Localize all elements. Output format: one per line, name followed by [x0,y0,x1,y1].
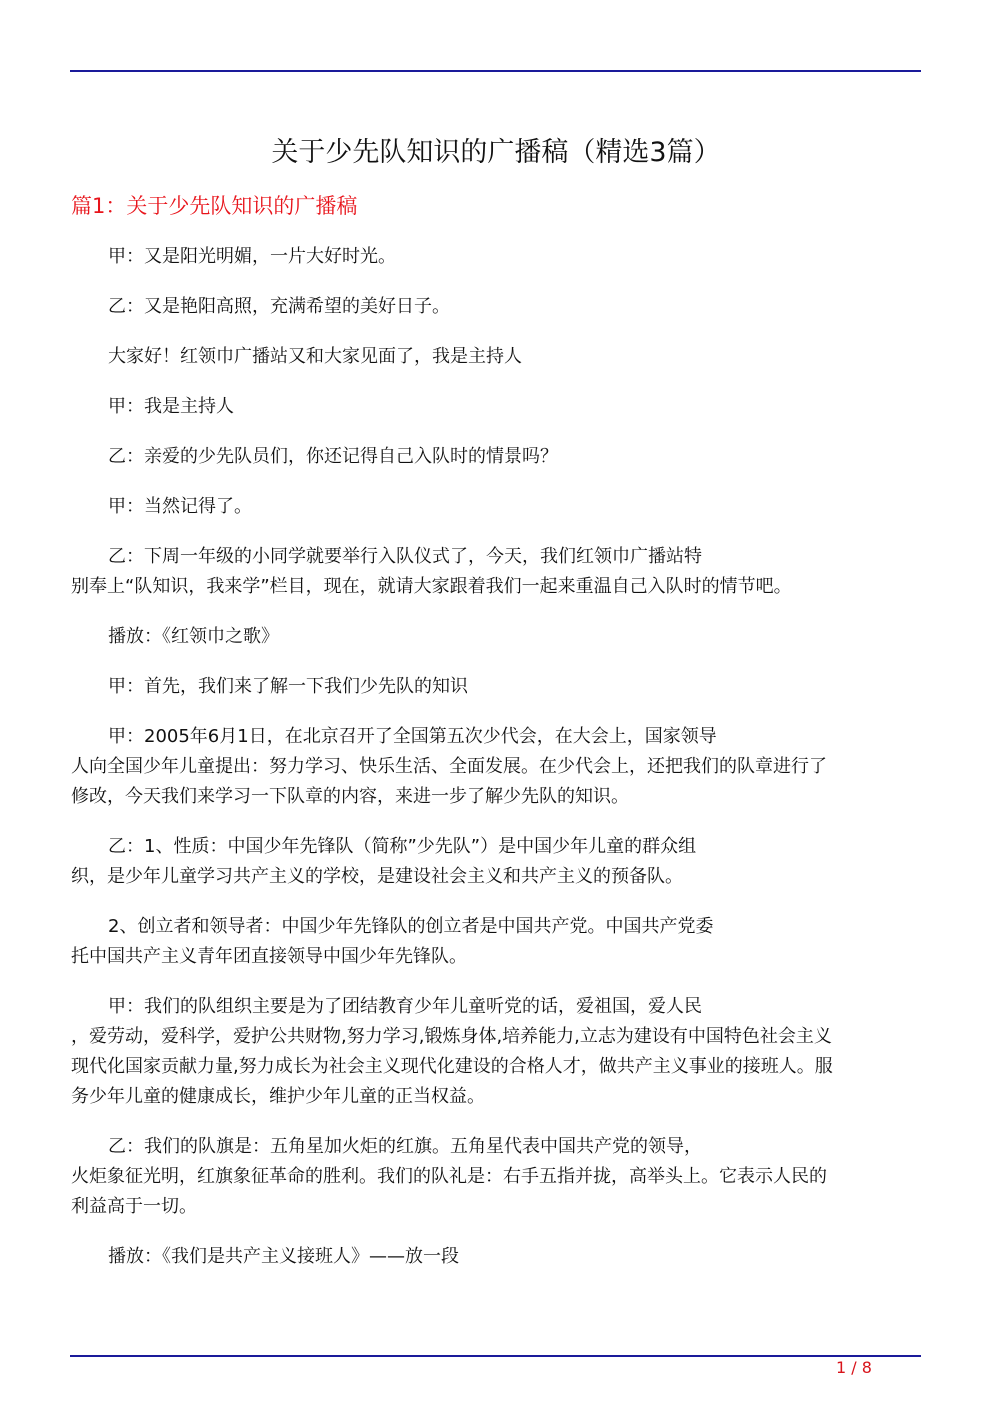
text-line: 务少年儿童的健康成长，维护少年儿童的正当权益。 [71,1086,485,1107]
text-line: 乙：又是艳阳高照，充满希望的美好日子。 [108,296,450,317]
text-line: 大家好！红领巾广播站又和大家见面了，我是主持人 [108,346,522,367]
text-line: 乙：下周一年级的小同学就要举行入队仪式了，今天，我们红领巾广播站特 [108,546,702,567]
text-line: 甲：2005年6月1日，在北京召开了全国第五次少代会，在大会上，国家领导 [108,726,717,747]
paragraph [71,292,921,322]
text-line: ，爱劳动，爱科学，爱护公共财物,努力学习,锻炼身体,培养能力,立志为建设有中国特色社会主义 [71,1026,832,1047]
paragraph [71,392,921,422]
paragraph [71,342,921,372]
paragraph [71,912,921,972]
text-line: 人向全国少年儿童提出：努力学习、快乐生活、全面发展。在少代会上，还把我们的队章进行了 [71,756,827,777]
paragraph [71,442,921,472]
text-line: 火炬象征光明，红旗象征革命的胜利。我们的队礼是：右手五指并拢，高举头上。它表示人民的 [71,1166,827,1187]
text-line: 乙：我们的队旗是：五角星加火炬的红旗。五角星代表中国共产党的领导， [108,1136,702,1157]
paragraph [71,992,921,1112]
paragraph [71,722,921,812]
text-line: 别奉上“队知识，我来学”栏目，现在，就请大家跟着我们一起来重温自己入队时的情节吧。 [71,576,792,597]
text-line: 修改，今天我们来学习一下队章的内容，来进一步了解少先队的知识。 [71,786,629,807]
text-line: 播放：《红领巾之歌》 [108,626,279,647]
text-line: 播放：《我们是共产主义接班人》——放一段 [108,1246,459,1267]
paragraph [71,542,921,602]
paragraph [71,492,921,522]
text-line: 现代化国家贡献力量,努力成长为社会主义现代化建设的合格人才，做共产主义事业的接班人。服 [71,1056,833,1077]
paragraph [71,832,921,892]
text-line: 甲：首先，我们来了解一下我们少先队的知识 [108,676,468,697]
paragraph [71,242,921,272]
paragraph [71,672,921,702]
section-heading: 篇1：关于少先队知识的广播稿 [71,194,358,218]
paragraph [71,1132,921,1222]
text-line: 乙：亲爱的少先队员们，你还记得自己入队时的情景吗？ [108,446,558,467]
text-line: 甲：我们的队组织主要是为了团结教育少年儿童听党的话，爱祖国，爱人民 [108,996,702,1017]
document-title: 关于少先队知识的广播稿（精选3篇） [271,137,721,168]
paragraph [71,1242,921,1272]
text-line: 托中国共产主义青年团直接领导中国少年先锋队。 [71,946,467,967]
text-line: 利益高于一切。 [71,1196,197,1217]
page-number: 1 / 8 [836,1358,872,1377]
text-line: 织，是少年儿童学习共产主义的学校，是建设社会主义和共产主义的预备队。 [71,866,683,887]
text-line: 2、创立者和领导者：中国少年先锋队的创立者是中国共产党。中国共产党委 [108,916,714,937]
paragraph [71,622,921,652]
text-line: 甲：又是阳光明媚，一片大好时光。 [108,246,396,267]
text-line: 甲：我是主持人 [108,396,234,417]
text-line: 甲：当然记得了。 [108,496,252,517]
footer-rule [70,1355,921,1357]
document-body [71,242,921,1292]
header-rule [70,70,921,72]
text-line: 乙：1、性质：中国少年先锋队（简称”少先队”）是中国少年儿童的群众组 [108,836,697,857]
